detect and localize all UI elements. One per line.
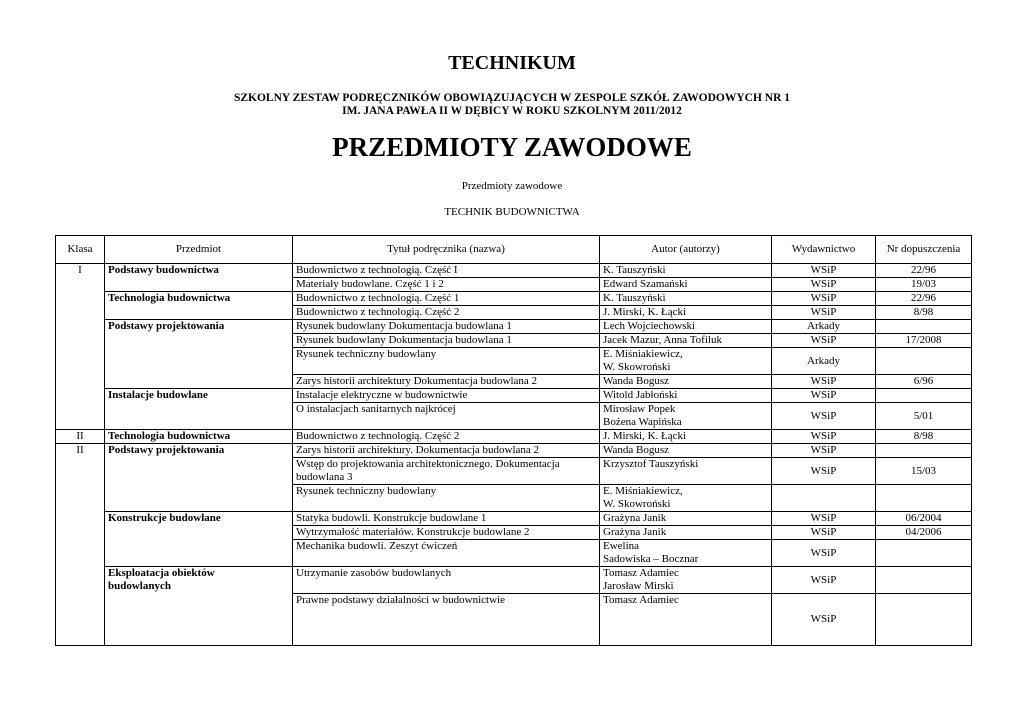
autor-cell: Grażyna Janik [600, 512, 772, 526]
wydawnictwo-cell: WSiP [772, 594, 876, 646]
wydawnictwo-cell: WSiP [772, 375, 876, 389]
autor-cell: Lech Wojciechowski [600, 320, 772, 334]
wydawnictwo-cell: WSiP [772, 278, 876, 292]
autor-line: E. Miśniakiewicz, [603, 348, 683, 360]
nr-cell: 19/03 [876, 278, 972, 292]
wydawnictwo-cell: Arkady [772, 320, 876, 334]
przedmiot-line: Eksploatacja obiektów [108, 567, 215, 579]
wydawnictwo-cell: WSiP [772, 430, 876, 444]
tytul-cell: Rysunek techniczny budowlany [293, 348, 600, 375]
przedmiot-cell: Technologia budownictwa [105, 292, 293, 320]
tytul-cell: Budownictwo z technologią. Część 2 [293, 430, 600, 444]
tytul-cell: Rysunek budowlany Dokumentacja budowlana 1 [293, 320, 600, 334]
wydawnictwo-cell: WSiP [772, 389, 876, 403]
nr-cell: 5/01 [876, 403, 972, 430]
wydawnictwo-cell: WSiP [772, 567, 876, 594]
autor-cell: K. Tauszyński [600, 264, 772, 278]
wydawnictwo-cell: WSiP [772, 403, 876, 430]
nr-cell [876, 540, 972, 567]
textbook-table [55, 235, 972, 646]
tytul-cell: Budownictwo z technologią. Część I [293, 264, 600, 278]
nr-cell [876, 485, 972, 512]
autor-cell [600, 540, 772, 567]
klasa-cell: II [56, 444, 105, 646]
nr-cell: 8/98 [876, 430, 972, 444]
autor-cell [600, 403, 772, 430]
autor-cell: Grażyna Janik [600, 526, 772, 540]
tytul-line: Wstęp do projektowania architektonicznego. Dokumentacja [296, 458, 560, 470]
table-row [56, 444, 972, 458]
nr-cell [876, 389, 972, 403]
wydawnictwo-cell: WSiP [772, 526, 876, 540]
tytul-cell: Materiały budowlane. Część 1 i 2 [293, 278, 600, 292]
wydawnictwo-cell: WSiP [772, 458, 876, 485]
autor-cell: J. Mirski, K. Łącki [600, 306, 772, 320]
wydawnictwo-cell: WSiP [772, 540, 876, 567]
przedmiot-cell: Technologia budownictwa [105, 430, 293, 444]
school-heading: TECHNIKUM [448, 52, 576, 74]
subtitle: Przedmioty zawodowe [461, 180, 563, 192]
nr-cell [876, 594, 972, 646]
tytul-cell: Zarys historii architektury Dokumentacja budowlana 2 [293, 375, 600, 389]
autor-line: Jarosław Mirski [603, 580, 674, 592]
nr-cell: 8/98 [876, 306, 972, 320]
tytul-cell: Budownictwo z technologią. Część 1 [293, 292, 600, 306]
header-line-1: SZKOLNY ZESTAW PODRĘCZNIKÓW OBOWIĄZUJĄCYCH W ZESPOLE SZKÓŁ ZAWODOWYCH NR 1 [233, 92, 791, 104]
wydawnictwo-cell: WSiP [772, 306, 876, 320]
wydawnictwo-cell: Arkady [772, 348, 876, 375]
przedmiot-line: budowlanych [108, 580, 171, 592]
wydawnictwo-cell: WSiP [772, 292, 876, 306]
tytul-line: budowlana 3 [296, 471, 353, 483]
autor-cell: Edward Szamański [600, 278, 772, 292]
header-przedmiot: Przedmiot [105, 236, 293, 264]
tytul-cell: Zarys historii architektury. Dokumentacja budowlana 2 [293, 444, 600, 458]
tytul-cell: Utrzymanie zasobów budowlanych [293, 567, 600, 594]
wydawnictwo-cell [772, 485, 876, 512]
autor-cell: Jacek Mazur, Anna Tofiluk [600, 334, 772, 348]
table-header-row [56, 236, 972, 264]
autor-cell: K. Tauszyński [600, 292, 772, 306]
klasa-cell: I [56, 264, 105, 430]
autor-cell: J. Mirski, K. Łącki [600, 430, 772, 444]
tytul-cell: Wytrzymałość materiałów. Konstrukcje budowlane 2 [293, 526, 600, 540]
wydawnictwo-cell: WSiP [772, 512, 876, 526]
autor-line: W. Skowroński [603, 498, 671, 510]
table-row [56, 389, 972, 403]
header-nr: Nr dopuszczenia [876, 236, 972, 264]
header-tytul: Tytuł podręcznika (nazwa) [293, 236, 600, 264]
tytul-cell: Prawne podstawy działalności w budownictwie [293, 594, 600, 646]
autor-line: E. Miśniakiewicz, [603, 485, 683, 497]
tytul-cell: Mechanika budowli. Zeszyt ćwiczeń [293, 540, 600, 567]
table-row [56, 567, 972, 594]
table-row [56, 430, 972, 444]
tytul-cell: Statyka budowli. Konstrukcje budowlane 1 [293, 512, 600, 526]
autor-line: Ewelina [603, 540, 640, 552]
autor-line: Sadowiska – Bocznar [603, 553, 699, 565]
header-klasa: Klasa [56, 236, 105, 264]
przedmiot-cell: Konstrukcje budowlane [105, 512, 293, 567]
page-title: PRZEDMIOTY ZAWODOWE [332, 132, 692, 162]
nr-cell [876, 567, 972, 594]
tytul-cell: Budownictwo z technologią. Część 2 [293, 306, 600, 320]
tytul-cell: Rysunek techniczny budowlany [293, 485, 600, 512]
wydawnictwo-cell: WSiP [772, 334, 876, 348]
przedmiot-cell: Instalacje budowlane [105, 389, 293, 430]
przedmiot-cell [105, 567, 293, 646]
nr-cell [876, 348, 972, 375]
autor-line: W. Skowroński [603, 361, 671, 373]
table-row [56, 512, 972, 526]
table-row [56, 320, 972, 334]
tytul-cell: Rysunek budowlany Dokumentacja budowlana 1 [293, 334, 600, 348]
tytul-cell: Instalacje elektryczne w budownictwie [293, 389, 600, 403]
tytul-cell [293, 458, 600, 485]
nr-cell: 6/96 [876, 375, 972, 389]
nr-cell: 15/03 [876, 458, 972, 485]
nr-cell: 22/96 [876, 264, 972, 278]
tytul-cell: O instalacjach sanitarnych najkrócej [293, 403, 600, 430]
przedmiot-cell: Podstawy projektowania [105, 444, 293, 512]
nr-cell [876, 320, 972, 334]
autor-cell: Wanda Bogusz [600, 375, 772, 389]
autor-cell: Krzysztof Tauszyński [600, 458, 772, 485]
nr-cell: 06/2004 [876, 512, 972, 526]
autor-line: Mirosław Popek [603, 403, 676, 415]
wydawnictwo-cell: WSiP [772, 264, 876, 278]
nr-cell [876, 444, 972, 458]
przedmiot-cell: Podstawy budownictwa [105, 264, 293, 292]
nr-cell: 17/2008 [876, 334, 972, 348]
header-line-2: IM. JANA PAWŁA II W DĘBICY W ROKU SZKOLNYM 2011/2012 [342, 105, 682, 117]
nr-cell: 22/96 [876, 292, 972, 306]
autor-cell [600, 348, 772, 375]
autor-cell: Wanda Bogusz [600, 444, 772, 458]
autor-line: Bożena Wapińska [603, 416, 682, 428]
autor-cell [600, 485, 772, 512]
table-row [56, 264, 972, 278]
autor-cell: Tomasz Adamiec [600, 594, 772, 646]
header-wydawnictwo: Wydawnictwo [772, 236, 876, 264]
autor-line: Tomasz Adamiec [603, 567, 679, 579]
table-row [56, 292, 972, 306]
klasa-cell: II [56, 430, 105, 444]
nr-cell: 04/2006 [876, 526, 972, 540]
specialty-heading: TECHNIK BUDOWNICTWA [444, 206, 580, 218]
wydawnictwo-cell: WSiP [772, 444, 876, 458]
przedmiot-cell: Podstawy projektowania [105, 320, 293, 389]
autor-cell: Witold Jabłoński [600, 389, 772, 403]
header-autor: Autor (autorzy) [600, 236, 772, 264]
autor-cell [600, 567, 772, 594]
